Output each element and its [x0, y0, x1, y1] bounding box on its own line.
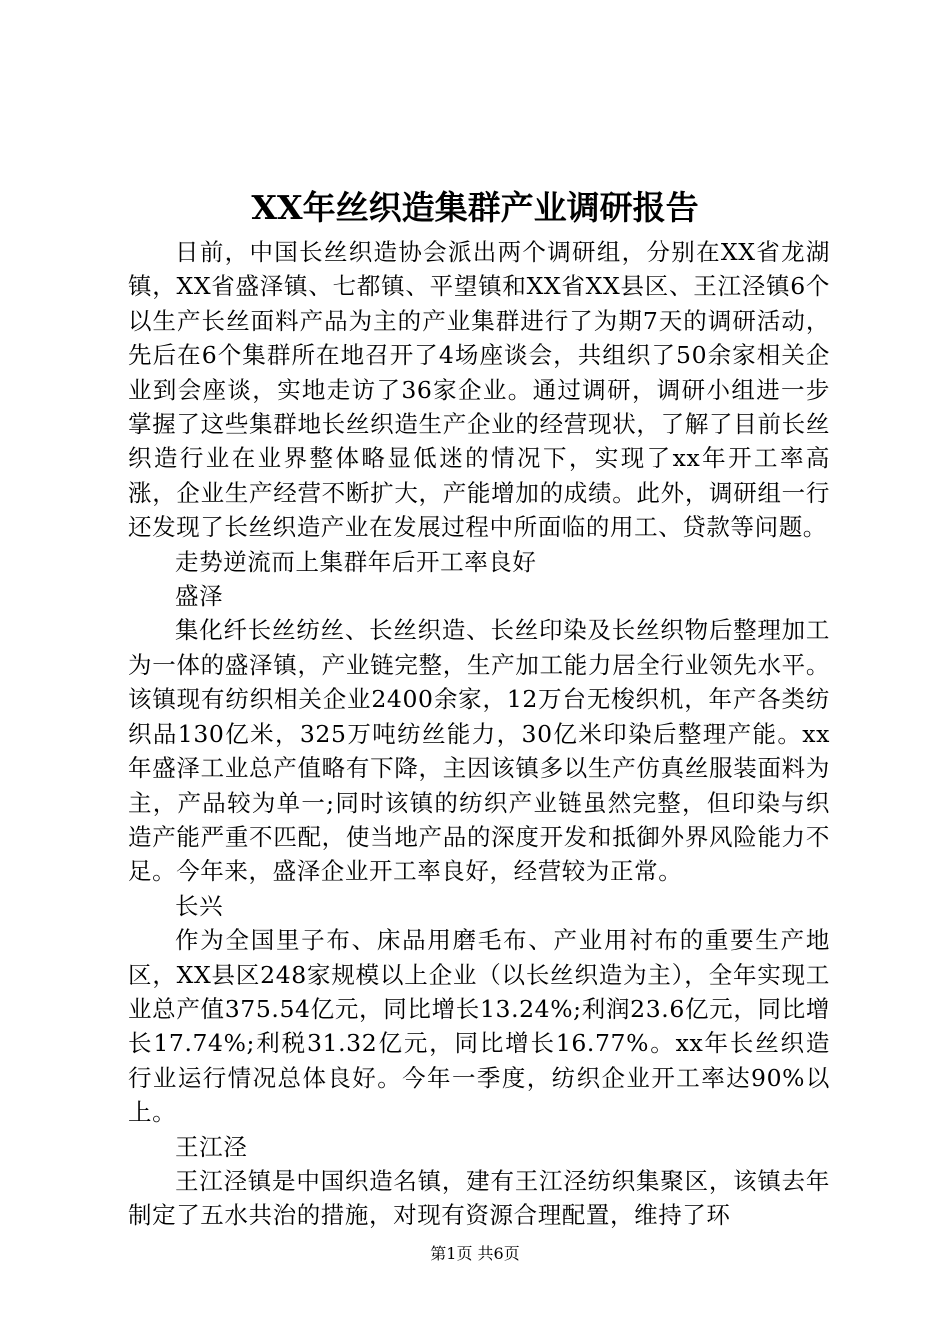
document-title: XX年丝织造集群产业调研报告	[251, 188, 699, 227]
changxing-paragraph: 作为全国里子布、床品用磨毛布、产业用衬布的重要生产地区，XX县区248家规模以上企业（以长丝织造为主），全年实现工业总产值375.54亿元，同比增长13.24%;利润23.6亿元，同比增长17.74%;利税31.32亿元，同比增长16.77%。xx年长丝织造行业运行情况总体良好。今年一季度，纺织企业开工率达90%以上。	[128, 926, 830, 1127]
intro-paragraph: 日前，中国长丝织造协会派出两个调研组，分别在XX省龙湖镇，XX省盛泽镇、七都镇、平望镇和XX省XX县区、王江泾镇6个以生产长丝面料产品为主的产业集群进行了为期7天的调研活动，先后在6个集群所在地召开了4场座谈会，共组织了50余家相关企业到会座谈，实地走访了36家企业。通过调研，调研小组进一步掌握了这些集群地长丝织造生产企业的经营现状，了解了目前长丝织造行业在业界整体略显低迷的情况下，实现了xx年开工率高涨，企业生产经营不断扩大，产能增加的成绩。此外，调研组一行还发现了长丝织造产业在发展过程中所面临的用工、贷款等问题。	[128, 238, 830, 542]
document-body	[128, 235, 830, 1233]
section-heading-trend: 走势逆流而上集群年后开工率良好	[175, 547, 537, 576]
shengze-paragraph: 集化纤长丝纺丝、长丝织造、长丝印染及长丝织物后整理加工为一体的盛泽镇，产业链完整，生产加工能力居全行业领先水平。该镇现有纺织相关企业2400余家，12万台无梭织机，年产各类纺织品130亿米，325万吨纺丝能力，30亿米印染后整理产能。xx年盛泽工业总产值略有下降，主因该镇多以生产仿真丝服装面料为主，产品较为单一;同时该镇的纺织产业链虽然完整，但印染与织造产能严重不匹配，使当地产品的深度开发和抵御外界风险能力不足。今年来，盛泽企业开工率良好，经营较为正常。	[128, 616, 830, 886]
page-footer: 第1页 共6页	[430, 1244, 520, 1263]
wangjiangjing-paragraph: 王江泾镇是中国织造名镇，建有王江泾纺织集聚区，该镇去年制定了五水共治的措施，对现有资源合理配置，维持了环	[128, 1166, 830, 1230]
section-heading-shengze: 盛泽	[175, 582, 224, 611]
section-heading-wangjiangjing: 王江泾	[175, 1132, 248, 1161]
section-heading-changxing: 长兴	[175, 891, 224, 920]
